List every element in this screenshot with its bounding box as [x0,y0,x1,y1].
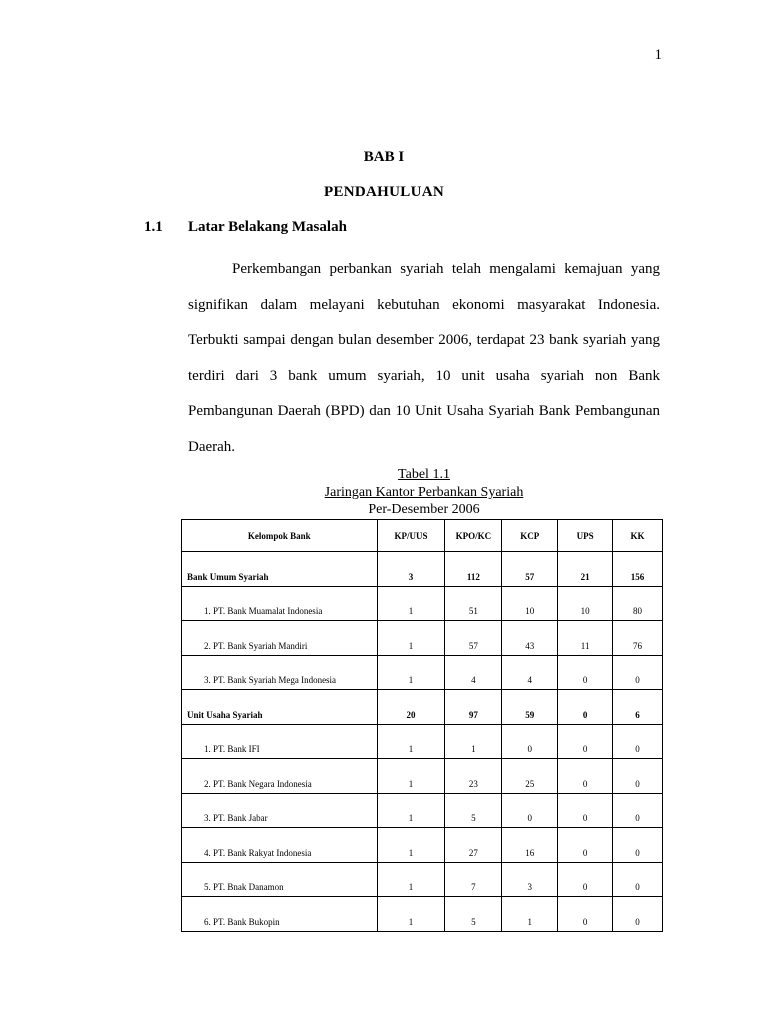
value-cell: 0 [558,690,613,725]
value-cell: 0 [558,897,613,932]
value-cell: 11 [558,621,613,656]
header-kcp: KCP [502,520,558,552]
value-cell: 0 [558,828,613,863]
value-cell: 0 [613,897,663,932]
table-caption-number: Tabel 1.1 [398,467,450,482]
table-row [182,724,663,759]
value-cell: 0 [558,724,613,759]
value-cell: 43 [502,621,558,656]
table-row [182,862,663,897]
value-cell: 10 [558,586,613,621]
value-cell: 6 [613,690,663,725]
value-cell: 10 [502,586,558,621]
value-cell: 156 [613,552,663,587]
value-cell: 0 [613,828,663,863]
chapter-title: PENDAHULUAN [324,184,444,200]
table-row [182,759,663,794]
section-number: 1.1 [144,219,163,235]
value-cell: 25 [502,759,558,794]
value-cell: 76 [613,621,663,656]
header-kk: KK [613,520,663,552]
bank-name-cell: 4. PT. Bank Rakyat Indonesia [182,828,378,863]
value-cell: 1 [502,897,558,932]
bank-name-cell: 6. PT. Bank Bukopin [182,897,378,932]
bank-name-cell: 3. PT. Bank Syariah Mega Indonesia [182,655,378,690]
value-cell: 0 [558,793,613,828]
value-cell: 5 [445,793,502,828]
table-row [182,828,663,863]
value-cell: 1 [377,862,445,897]
bank-name-cell: 1. PT. Bank IFI [182,724,378,759]
value-cell: 7 [445,862,502,897]
table-row [182,793,663,828]
value-cell: 23 [445,759,502,794]
value-cell: 3 [502,862,558,897]
value-cell: 112 [445,552,502,587]
table-caption-period: Per-Desember 2006 [368,502,480,517]
table-group-row [182,690,663,725]
table-row [182,586,663,621]
page-number: 1 [654,47,662,63]
body-paragraph: Perkembangan perbankan syariah telah mengalami kemajuan yang signifikan dalam melayani kebutuhan ekonomi masyarakat Indonesia. Terbukti sampai dengan bulan desember 2006, terdapat 23 bank syariah yang terdiri dari 3 bank umum syariah, 10 unit usaha syariah non Bank Pembangunan Daerah (BPD) dan 10 Unit Usaha Syariah Bank Pembangunan Daerah. [188,261,660,455]
table-body [182,552,663,932]
bank-name-cell: Unit Usaha Syariah [182,690,378,725]
value-cell: 0 [502,724,558,759]
value-cell: 51 [445,586,502,621]
value-cell: 27 [445,828,502,863]
value-cell: 57 [445,621,502,656]
value-cell: 0 [558,655,613,690]
value-cell: 0 [558,862,613,897]
bank-name-cell: 2. PT. Bank Negara Indonesia [182,759,378,794]
value-cell: 20 [377,690,445,725]
value-cell: 0 [613,862,663,897]
bank-name-cell: 3. PT. Bank Jabar [182,793,378,828]
bank-name-cell: Bank Umum Syariah [182,552,378,587]
value-cell: 1 [377,759,445,794]
value-cell: 1 [377,586,445,621]
table-caption-title: Jaringan Kantor Perbankan Syariah [324,485,524,500]
value-cell: 0 [613,759,663,794]
value-cell: 1 [377,724,445,759]
value-cell: 0 [558,759,613,794]
value-cell: 0 [613,724,663,759]
bank-name-cell: 2. PT. Bank Syariah Mandiri [182,621,378,656]
value-cell: 1 [445,724,502,759]
value-cell: 57 [502,552,558,587]
bank-name-cell: 1. PT. Bank Muamalat Indonesia [182,586,378,621]
header-kpo-kc: KPO/KC [445,520,502,552]
section-title: Latar Belakang Masalah [188,219,347,235]
value-cell: 1 [377,793,445,828]
value-cell: 1 [377,828,445,863]
value-cell: 5 [445,897,502,932]
table-row [182,655,663,690]
table-group-row [182,552,663,587]
value-cell: 80 [613,586,663,621]
value-cell: 3 [377,552,445,587]
chapter-number: BAB I [363,149,405,165]
value-cell: 4 [502,655,558,690]
value-cell: 1 [377,655,445,690]
table-row [182,621,663,656]
header-ups: UPS [558,520,613,552]
value-cell: 1 [377,621,445,656]
header-kp-uus: KP/UUS [377,520,445,552]
value-cell: 4 [445,655,502,690]
value-cell: 0 [502,793,558,828]
value-cell: 0 [613,793,663,828]
value-cell: 16 [502,828,558,863]
table-row [182,897,663,932]
header-kelompok-bank: Kelompok Bank [182,520,378,552]
value-cell: 0 [613,655,663,690]
value-cell: 21 [558,552,613,587]
value-cell: 59 [502,690,558,725]
value-cell: 1 [377,897,445,932]
bank-name-cell: 5. PT. Bnak Danamon [182,862,378,897]
table-header-row [182,520,663,552]
bank-office-table [181,519,663,932]
value-cell: 97 [445,690,502,725]
